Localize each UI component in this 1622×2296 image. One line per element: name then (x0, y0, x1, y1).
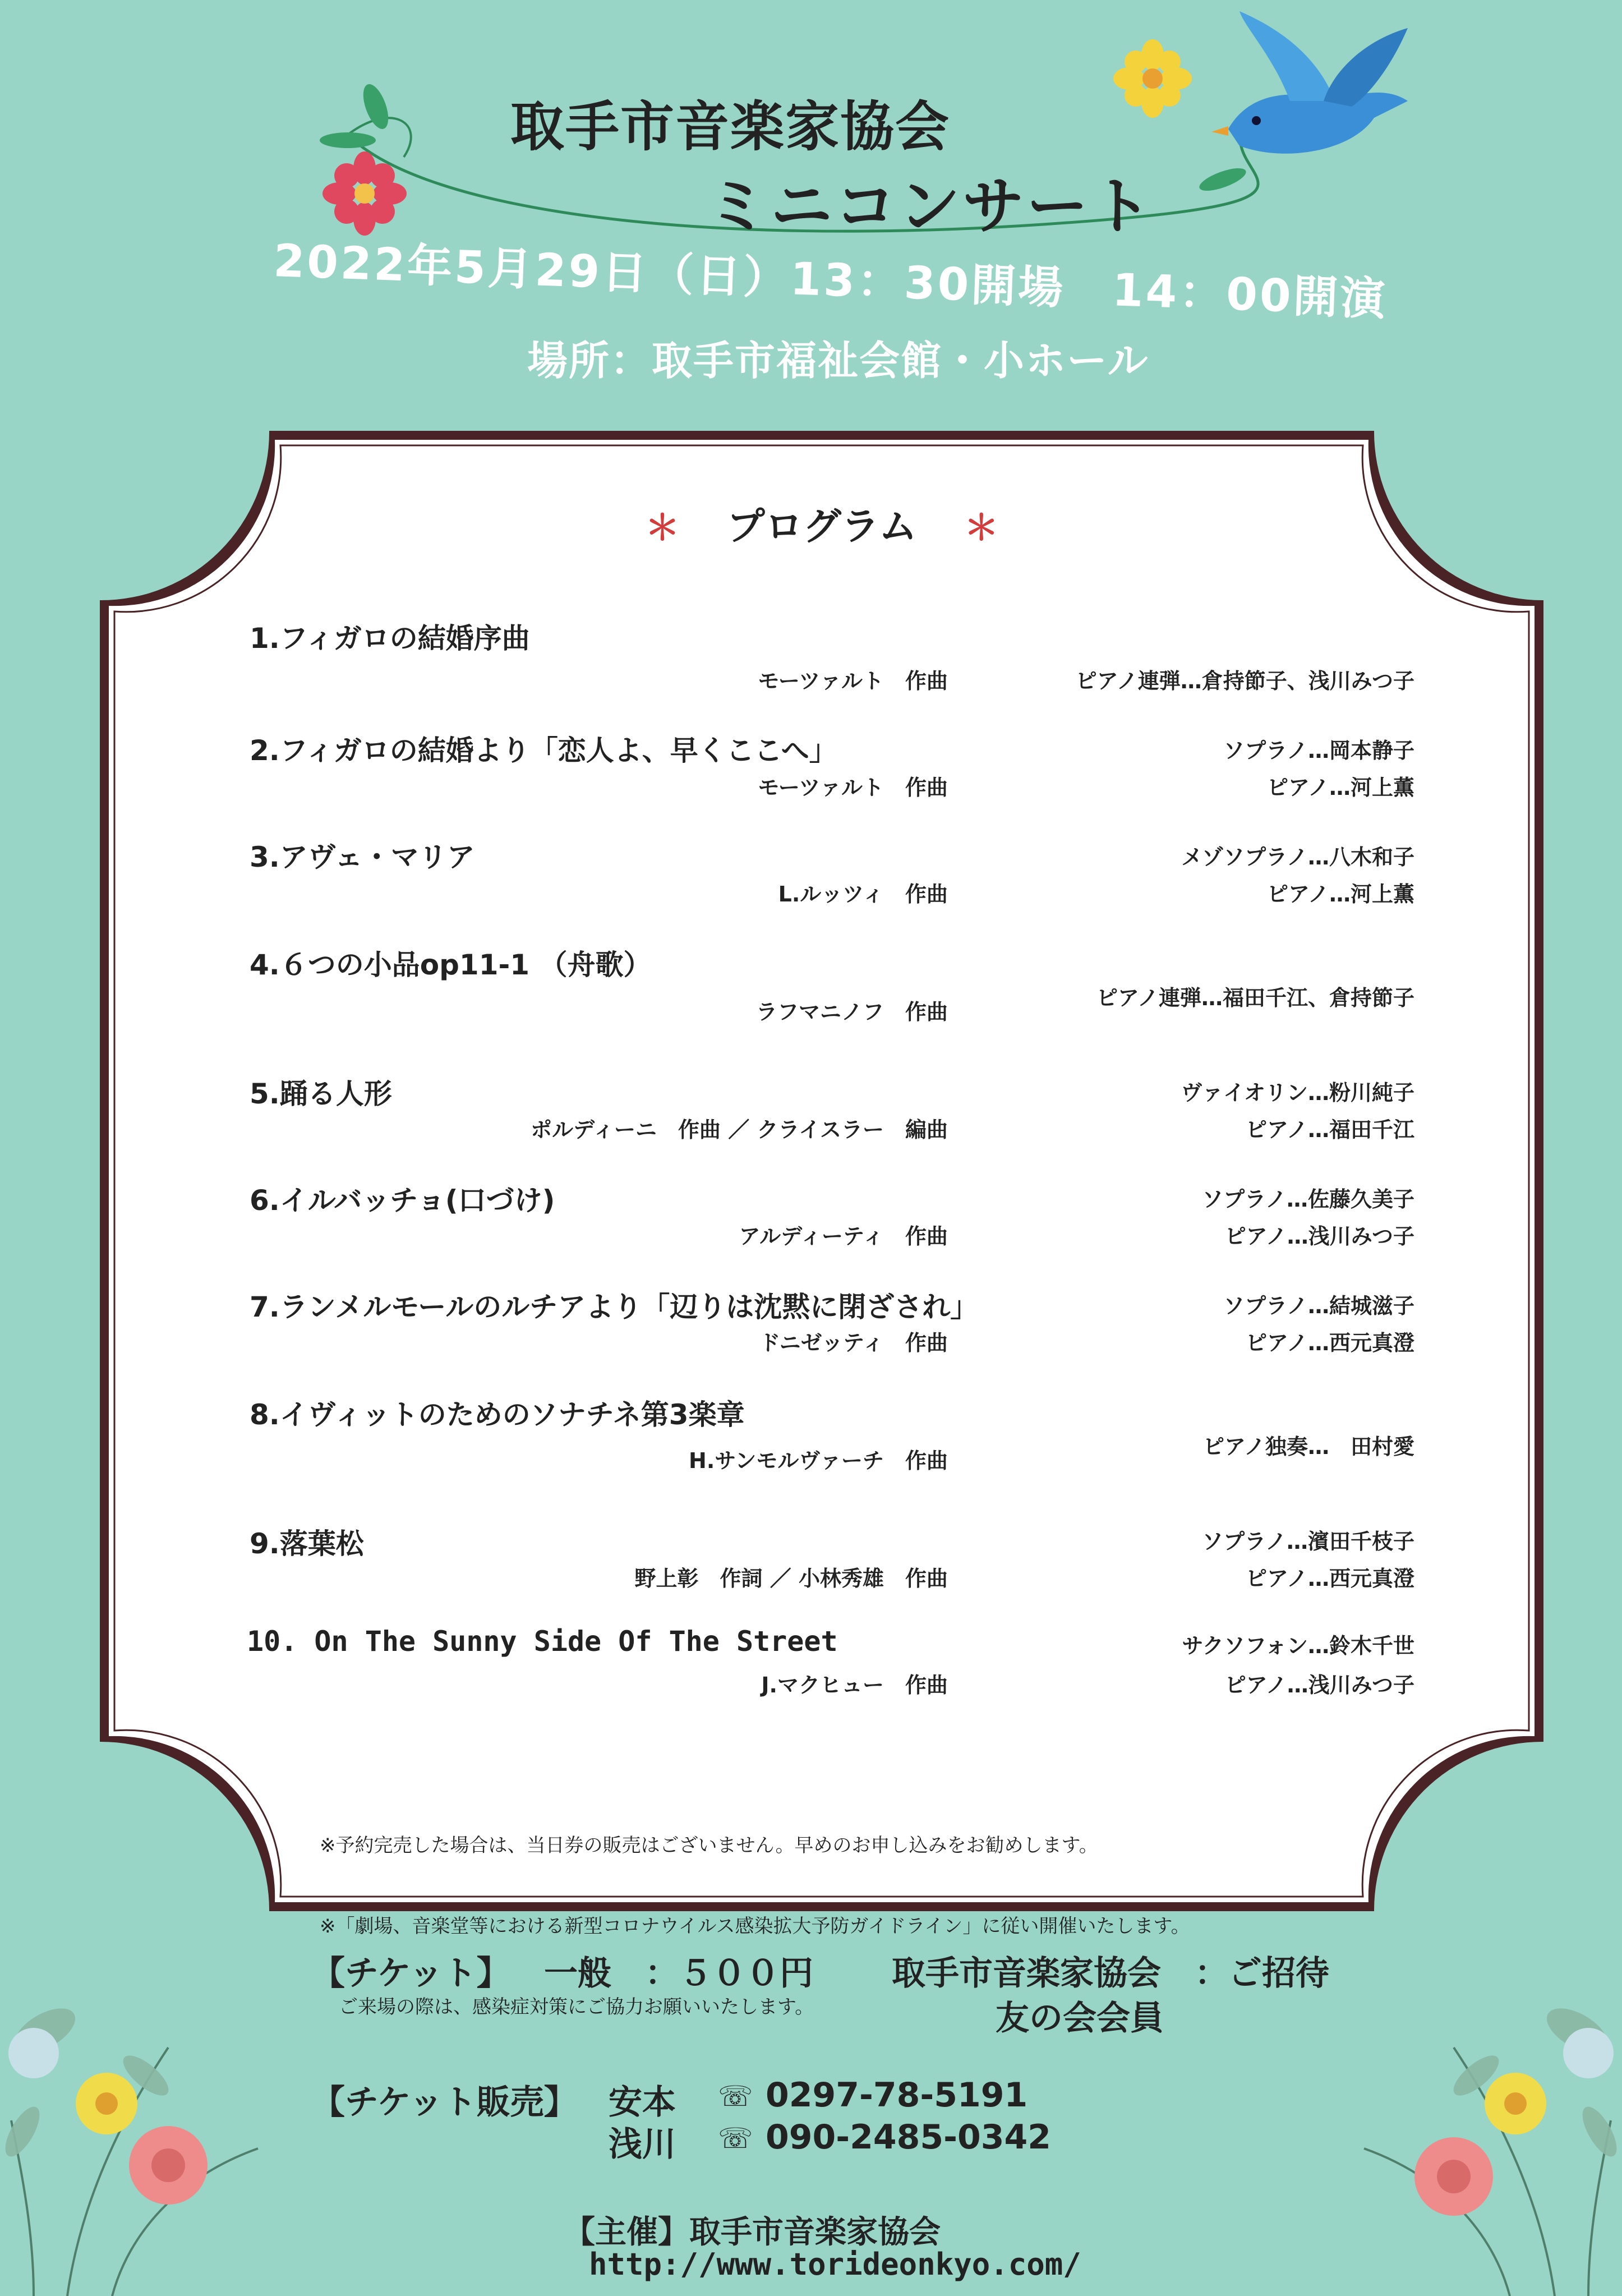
program-item-performer: ピアノ…浅川みつ子 (1224, 1673, 1414, 1697)
website-link[interactable]: http://www.torideonkyo.com/ (589, 2247, 1081, 2282)
date-time: 2022年5月29日（日）13：30開場 14：00開演 (273, 234, 1389, 326)
program-item-performer: ソプラノ…岡本静子 (1223, 738, 1414, 763)
phone-icon: ☏ (718, 2080, 753, 2113)
ticket-member-line1: 取手市音楽家協会 ：ご招待 (892, 1954, 1329, 1993)
program-item-title: 10. On The Sunny Side Of The Street (247, 1625, 838, 1658)
program-item-performer: ソプラノ…佐藤久美子 (1202, 1187, 1414, 1212)
program-item-title: 8.イヴィットのためのソナチネ第3楽章 (250, 1398, 745, 1431)
program-item-performer: ピアノ…浅川みつ子 (1224, 1224, 1414, 1249)
program-item-performer: ピアノ…福田千江 (1246, 1117, 1414, 1142)
program-item-performer: ソプラノ…濱田千枝子 (1202, 1529, 1414, 1554)
program-item-composer: ラフマニノフ 作曲 (755, 1000, 948, 1024)
program-item-performer: ピアノ…西元真澄 (1246, 1566, 1414, 1591)
program-item-composer: モーツァルト 作曲 (758, 775, 948, 800)
program-item-performer: ピアノ…河上薫 (1267, 882, 1414, 907)
notice-line: ご来場の際は、感染症対策にご協力お願いいたします。 (320, 1996, 814, 2018)
contact-phone: 0297-78-5191 (766, 2076, 1028, 2115)
program-heading-text: プログラム (726, 505, 918, 549)
flower-bouquet-left (0, 1963, 381, 2296)
ticket-member-line2: 友の会会員 (996, 1999, 1164, 2038)
program-item-title: 5.踊る人形 (250, 1078, 392, 1110)
concert-title: ミニコンサート (707, 171, 1154, 242)
organizer: 【主催】取手市音楽家協会 (564, 2214, 941, 2251)
program-item-title: 2.フィガロの結婚より「恋人よ、早くここへ」 (250, 734, 837, 767)
star-left: ＊ (645, 507, 680, 548)
org-title: 取手市音楽家協会 (510, 95, 950, 158)
star-right: ＊ (964, 507, 999, 548)
program-item-performer: ピアノ…河上薫 (1267, 775, 1414, 800)
bird-icon (1206, 6, 1413, 174)
notice-line: ※「劇場、音楽堂等における新型コロナウイルス感染拡大予防ガイドライン」に従い開催いたします。 (320, 1915, 1190, 1938)
program-item-performer: ピアノ…西元真澄 (1246, 1331, 1414, 1355)
ticket-price-general: 一般 ：５００円 (544, 1954, 813, 1993)
program-heading (645, 496, 999, 551)
program-item-composer: モーツァルト 作曲 (758, 669, 948, 693)
program-item-performer: ピアノ連弾…福田千江、倉持節子 (1096, 986, 1414, 1010)
program-item-composer: J.マクヒュー 作曲 (761, 1673, 948, 1697)
program-item-title: 4.６つの小品op11-1 （舟歌） (250, 949, 652, 981)
program-item-title: 7.ランメルモールのルチアより「辺りは沈黙に閉ざされ」 (250, 1291, 979, 1323)
phone-icon: ☏ (718, 2122, 753, 2155)
program-item-performer: ソプラノ…結城滋子 (1223, 1294, 1414, 1318)
program-item-performer: サクソフォン…鈴木千世 (1182, 1634, 1414, 1658)
flower-icon (1113, 39, 1192, 118)
contact-name: 安本 (609, 2083, 676, 2122)
venue: 場所：取手市福祉会館・小ホール (527, 337, 1149, 384)
flower-bouquet-right (1241, 1963, 1622, 2296)
program-item-title: 6.イルバッチョ(口づけ) (250, 1184, 555, 1217)
ticket-label: 【チケット】 (311, 1954, 510, 1993)
program-item-title: 1.フィガロの結婚序曲 (250, 622, 530, 655)
program-item-composer: H.サンモルヴァーチ 作曲 (689, 1448, 948, 1473)
program-item-composer: ポルディーニ 作曲 ／ クライスラー 編曲 (531, 1117, 948, 1142)
flower-icon (322, 151, 407, 236)
notice-line: ※予約完売した場合は、当日券の販売はございません。早めのお申し込みをお勧めします。 (320, 1834, 1098, 1857)
program-item-title: 3.アヴェ・マリア (250, 841, 475, 873)
program-item-performer: ピアノ独奏… 田村愛 (1203, 1434, 1414, 1459)
program-item-performer: ヴァイオリン…粉川純子 (1181, 1080, 1414, 1105)
contact-name: 浅川 (609, 2125, 676, 2164)
program-item-composer: ドニゼッティ 作曲 (759, 1331, 948, 1355)
program-item-composer: L.ルッツィ 作曲 (778, 882, 948, 907)
program-item-title: 9.落葉松 (250, 1527, 364, 1560)
program-item-composer: 野上彰 作詞 ／ 小林秀雄 作曲 (634, 1566, 948, 1591)
program-item-performer: ピアノ連弾…倉持節子、浅川みつ子 (1075, 669, 1414, 693)
ticket-sales-label: 【チケット販売】 (311, 2083, 578, 2122)
program-item-composer: アルディーティ 作曲 (739, 1224, 948, 1249)
program-item-performer: メゾソプラノ…八木和子 (1181, 845, 1414, 869)
contact-phone: 090-2485-0342 (766, 2118, 1052, 2157)
